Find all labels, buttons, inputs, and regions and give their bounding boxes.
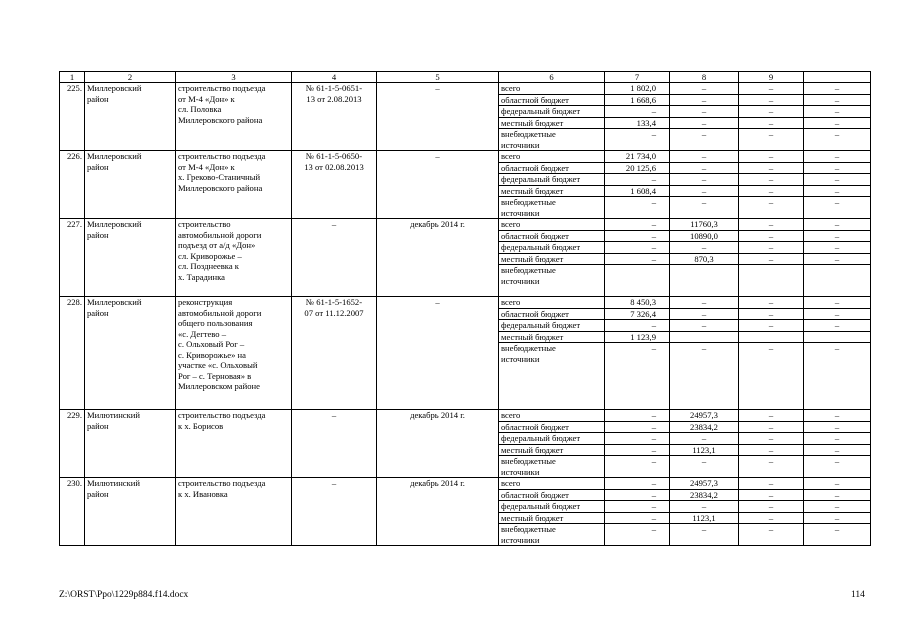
value-col-9: – (739, 106, 804, 118)
value-col-8: – (670, 174, 739, 186)
funding-source-label: местный бюджет (499, 185, 605, 197)
value-col-8: – (670, 320, 739, 332)
value-col-9: – (739, 524, 804, 546)
table-row (60, 219, 871, 231)
header-cell: 7 (605, 72, 670, 83)
value-col-8: – (670, 106, 739, 118)
funding-source-label: федеральный бюджет (499, 320, 605, 332)
value-col-8: – (670, 197, 739, 219)
row-number: 228. (60, 297, 85, 410)
header-row (60, 72, 871, 83)
value-col-9: – (739, 489, 804, 501)
value-col-9: – (739, 456, 804, 478)
value-col-8: – (670, 343, 739, 410)
value-col-10: – (804, 197, 871, 219)
value-col-7: – (605, 421, 670, 433)
value-col-9: – (739, 253, 804, 265)
value-col-7: 1 668,6 (605, 94, 670, 106)
header-cell: 9 (739, 72, 804, 83)
value-col-10: – (804, 129, 871, 151)
value-col-7 (605, 265, 670, 297)
value-col-7: – (605, 106, 670, 118)
document-cell: – (292, 478, 377, 546)
funding-source-label: местный бюджет (499, 117, 605, 129)
value-col-9: – (739, 501, 804, 513)
funding-source-label: федеральный бюджет (499, 501, 605, 513)
funding-source-label: федеральный бюджет (499, 433, 605, 445)
value-col-9: – (739, 242, 804, 254)
term-cell: – (377, 151, 499, 219)
value-col-10: – (804, 94, 871, 106)
funding-source-label: областной бюджет (499, 308, 605, 320)
funding-source-label: областной бюджет (499, 489, 605, 501)
value-col-8: – (670, 94, 739, 106)
header-cell: 3 (176, 72, 292, 83)
district-cell: Миллеровский район (85, 151, 176, 219)
funding-source-label: федеральный бюджет (499, 106, 605, 118)
district-cell: Миллеровский район (85, 83, 176, 151)
footer-file-path: Z:\ORST\Ppo\1229p884.f14.docx (59, 590, 189, 600)
header-cell: 8 (670, 72, 739, 83)
value-col-8: – (670, 297, 739, 309)
funding-source-label: всего (499, 151, 605, 163)
value-col-10: – (804, 320, 871, 332)
value-col-8: – (670, 308, 739, 320)
value-col-9: – (739, 410, 804, 422)
term-cell: – (377, 297, 499, 410)
value-col-9: – (739, 308, 804, 320)
value-col-10: – (804, 343, 871, 410)
funding-source-label: федеральный бюджет (499, 174, 605, 186)
value-col-8: 23834,2 (670, 421, 739, 433)
value-col-10: – (804, 433, 871, 445)
value-col-10: – (804, 230, 871, 242)
district-cell: Миллеровский район (85, 297, 176, 410)
document-cell: № 61-1-5-1652- 07 от 11.12.2007 (292, 297, 377, 410)
value-col-8: – (670, 151, 739, 163)
value-col-8: – (670, 83, 739, 95)
district-cell: Миллеровский район (85, 219, 176, 297)
value-col-8 (670, 331, 739, 343)
value-col-10: – (804, 410, 871, 422)
table-row (60, 410, 871, 422)
header-cell: 5 (377, 72, 499, 83)
term-cell: декабрь 2014 г. (377, 219, 499, 297)
value-col-8: – (670, 456, 739, 478)
row-number: 225. (60, 83, 85, 151)
object-cell: строительство автомобильной дороги подъезд от а/д «Дон» сл. Криворожье – сл. Позднеевка к х. Тарадинка (176, 219, 292, 297)
value-col-7: – (605, 456, 670, 478)
value-col-7: – (605, 410, 670, 422)
value-col-10: – (804, 297, 871, 309)
value-col-7: – (605, 174, 670, 186)
value-col-7: 133,4 (605, 117, 670, 129)
document-cell: № 61-1-5-0651- 13 от 2.08.2013 (292, 83, 377, 151)
funding-source-label: местный бюджет (499, 331, 605, 343)
value-col-7: – (605, 444, 670, 456)
value-col-7: – (605, 253, 670, 265)
value-col-8: – (670, 185, 739, 197)
value-col-8: 1123,1 (670, 512, 739, 524)
value-col-8: 24957,3 (670, 478, 739, 490)
funding-source-label: областной бюджет (499, 162, 605, 174)
value-col-10: – (804, 162, 871, 174)
table-row (60, 83, 871, 95)
funding-source-label: местный бюджет (499, 512, 605, 524)
object-cell: строительство подъезда от М-4 «Дон» к х. Греково-Станичный Миллеровского района (176, 151, 292, 219)
value-col-8: – (670, 117, 739, 129)
header-cell (804, 72, 871, 83)
funding-source-label: внебюджетные источники (499, 197, 605, 219)
value-col-7: 7 326,4 (605, 308, 670, 320)
value-col-8: – (670, 162, 739, 174)
value-col-10: – (804, 151, 871, 163)
value-col-9: – (739, 297, 804, 309)
district-cell: Милютинский район (85, 410, 176, 478)
value-col-10: – (804, 106, 871, 118)
value-col-8: 11760,3 (670, 219, 739, 231)
value-col-10 (804, 331, 871, 343)
value-col-9: – (739, 83, 804, 95)
value-col-10: – (804, 489, 871, 501)
value-col-7: – (605, 129, 670, 151)
row-number: 230. (60, 478, 85, 546)
value-col-9 (739, 331, 804, 343)
value-col-8: – (670, 524, 739, 546)
value-col-9: – (739, 421, 804, 433)
value-col-9: – (739, 197, 804, 219)
value-col-10: – (804, 501, 871, 513)
value-col-7: 1 802,0 (605, 83, 670, 95)
table-row (60, 478, 871, 490)
value-col-10: – (804, 219, 871, 231)
row-number: 226. (60, 151, 85, 219)
value-col-10: – (804, 185, 871, 197)
value-col-7: – (605, 320, 670, 332)
value-col-7: – (605, 343, 670, 410)
value-col-10: – (804, 524, 871, 546)
document-cell: – (292, 219, 377, 297)
funding-source-label: федеральный бюджет (499, 242, 605, 254)
value-col-7: – (605, 433, 670, 445)
value-col-9: – (739, 320, 804, 332)
value-col-10: – (804, 512, 871, 524)
funding-source-label: внебюджетные источники (499, 456, 605, 478)
value-col-10: – (804, 444, 871, 456)
header-cell: 2 (85, 72, 176, 83)
value-col-8: 870,3 (670, 253, 739, 265)
value-col-7: – (605, 478, 670, 490)
value-col-10: – (804, 253, 871, 265)
value-col-9 (739, 265, 804, 297)
value-col-7: – (605, 219, 670, 231)
funding-source-label: областной бюджет (499, 94, 605, 106)
value-col-9: – (739, 174, 804, 186)
value-col-8: 24957,3 (670, 410, 739, 422)
term-cell: декабрь 2014 г. (377, 410, 499, 478)
object-cell: строительство подъезда к х. Борисов (176, 410, 292, 478)
value-col-10: – (804, 174, 871, 186)
value-col-9: – (739, 162, 804, 174)
document-cell: – (292, 410, 377, 478)
value-col-9: – (739, 444, 804, 456)
value-col-9: – (739, 151, 804, 163)
value-col-8: – (670, 433, 739, 445)
object-cell: строительство подъезда к х. Ивановка (176, 478, 292, 546)
value-col-7: – (605, 512, 670, 524)
budget-table (59, 71, 871, 546)
value-col-7: – (605, 242, 670, 254)
value-col-8: – (670, 129, 739, 151)
value-col-9: – (739, 185, 804, 197)
object-cell: строительство подъезда от М-4 «Дон» к сл. Половка Миллеровского района (176, 83, 292, 151)
value-col-7: 20 125,6 (605, 162, 670, 174)
value-col-7: – (605, 197, 670, 219)
value-col-10: – (804, 83, 871, 95)
document-cell: № 61-1-5-0650- 13 от 02.08.2013 (292, 151, 377, 219)
row-number: 227. (60, 219, 85, 297)
funding-source-label: всего (499, 83, 605, 95)
row-number: 229. (60, 410, 85, 478)
funding-source-label: областной бюджет (499, 421, 605, 433)
value-col-8: 23834,2 (670, 489, 739, 501)
value-col-10: – (804, 456, 871, 478)
funding-source-label: всего (499, 478, 605, 490)
funding-source-label: внебюджетные источники (499, 265, 605, 297)
funding-source-label: местный бюджет (499, 444, 605, 456)
value-col-9: – (739, 230, 804, 242)
funding-source-label: местный бюджет (499, 253, 605, 265)
value-col-7: 1 608,4 (605, 185, 670, 197)
value-col-8: – (670, 501, 739, 513)
value-col-7: – (605, 489, 670, 501)
funding-source-label: всего (499, 297, 605, 309)
value-col-8: 1123,1 (670, 444, 739, 456)
term-cell: декабрь 2014 г. (377, 478, 499, 546)
funding-source-label: областной бюджет (499, 230, 605, 242)
term-cell: – (377, 83, 499, 151)
value-col-10: – (804, 421, 871, 433)
value-col-10: – (804, 242, 871, 254)
value-col-10 (804, 265, 871, 297)
value-col-9: – (739, 343, 804, 410)
value-col-10: – (804, 478, 871, 490)
table-row (60, 297, 871, 309)
value-col-9: – (739, 433, 804, 445)
value-col-7: 1 123,9 (605, 331, 670, 343)
value-col-9: – (739, 117, 804, 129)
value-col-7: 8 450,3 (605, 297, 670, 309)
funding-source-label: внебюджетные источники (499, 343, 605, 410)
value-col-7: – (605, 524, 670, 546)
value-col-8 (670, 265, 739, 297)
value-col-7: – (605, 501, 670, 513)
header-cell: 6 (499, 72, 605, 83)
funding-source-label: внебюджетные источники (499, 129, 605, 151)
value-col-7: – (605, 230, 670, 242)
funding-source-label: всего (499, 219, 605, 231)
funding-source-label: всего (499, 410, 605, 422)
header-cell: 4 (292, 72, 377, 83)
district-cell: Милютинский район (85, 478, 176, 546)
page-number: 114 (851, 590, 865, 600)
value-col-9: – (739, 478, 804, 490)
value-col-9: – (739, 129, 804, 151)
table-row (60, 151, 871, 163)
header-cell: 1 (60, 72, 85, 83)
value-col-9: – (739, 94, 804, 106)
value-col-8: – (670, 242, 739, 254)
value-col-8: 10890,0 (670, 230, 739, 242)
value-col-10: – (804, 117, 871, 129)
value-col-10: – (804, 308, 871, 320)
value-col-9: – (739, 512, 804, 524)
object-cell: реконструкция автомобильной дороги общего пользования «с. Дегтево – с. Ольховый Рог – с. Криворожье» на участке «с. Ольховый Рог – с. Терновая» в Миллеровском районе (176, 297, 292, 410)
funding-source-label: внебюджетные источники (499, 524, 605, 546)
value-col-9: – (739, 219, 804, 231)
value-col-7: 21 734,0 (605, 151, 670, 163)
